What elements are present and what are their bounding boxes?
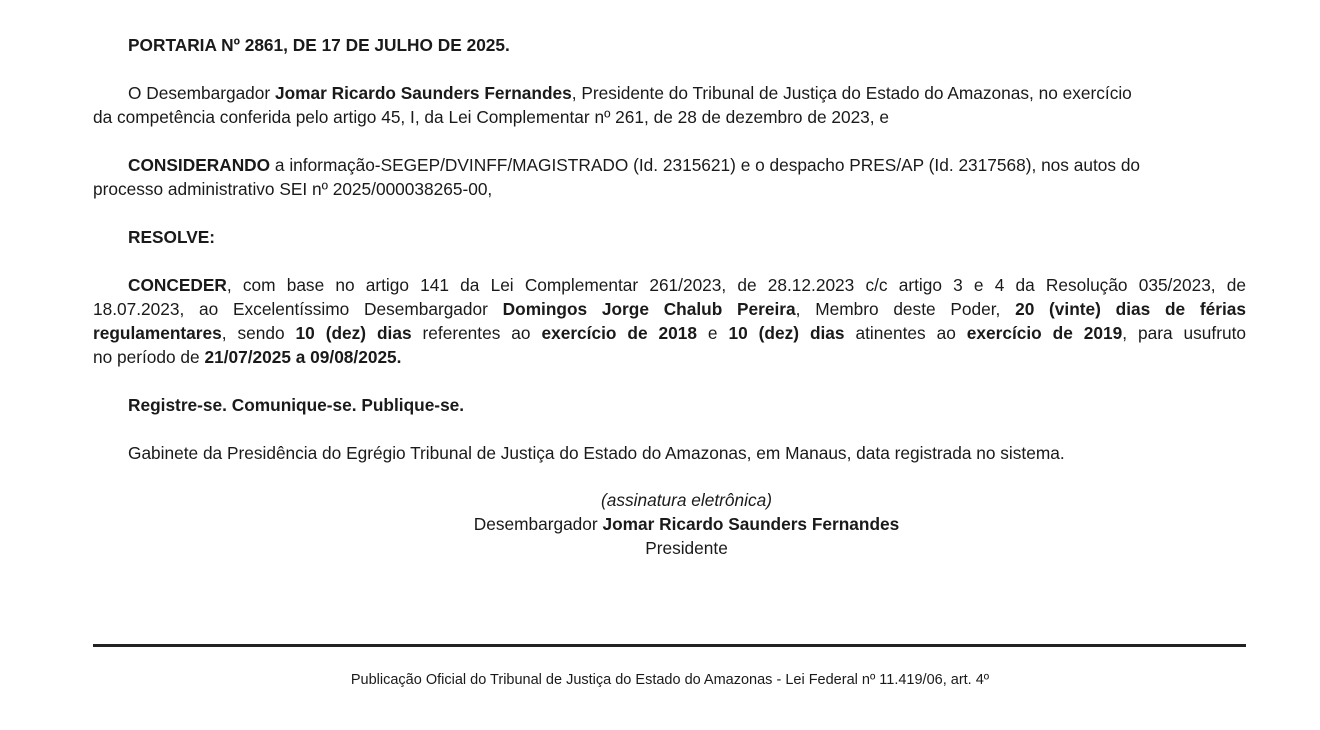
considerando-line-2 xyxy=(93,177,492,201)
considerando-text-2: processo administrativo SEI nº 2025/000038265-00, xyxy=(93,179,493,199)
conceder-text-1: , com base no artigo 141 da Lei Complementar 261/2023, de 28.12.2023 c/c artigo 3 e 4 da Resolução 035/2023, de xyxy=(226,275,1246,295)
conceder-line-3 xyxy=(93,321,1246,345)
conceder-text-2: 18.07.2023, ao Excelentíssimo Desembargador xyxy=(93,299,503,319)
footer xyxy=(0,668,1320,692)
conceder-text-5: referentes ao xyxy=(411,323,542,343)
footer-text: Publicação Oficial do Tribunal de Justiça do Estado do Amazonas - Lei Federal nº 11.419/06, art. 4º xyxy=(350,672,990,688)
beneficiary-name: Domingos Jorge Chalub Pereira xyxy=(502,299,796,319)
preamble-text-1: O Desembargador xyxy=(128,83,275,103)
signature-prefix: Desembargador xyxy=(473,514,603,534)
signature-role-text: Presidente xyxy=(645,538,728,558)
considerando-text-1: a informação-SEGEP/DVINFF/MAGISTRADO (Id. 2315621) e o despacho PRES/AP (Id. 2317568), nos autos do xyxy=(270,155,1141,175)
preamble-text-3: da competência conferida pelo artigo 45, I, da Lei Complementar nº 261, de 28 de dezembro de 2023, e xyxy=(93,107,890,127)
conceder-line-4 xyxy=(93,345,401,369)
signature-name-line xyxy=(0,512,1320,536)
conceder-text-6: e xyxy=(696,323,729,343)
conceder-text-3: , Membro deste Poder, xyxy=(795,299,1016,319)
conceder-text-8: , para usufruto xyxy=(1122,323,1246,343)
preamble-text-2: , Presidente do Tribunal de Justiça do Estado do Amazonas, no exercício xyxy=(571,83,1132,103)
days-first-period: 10 (dez) dias xyxy=(295,323,412,343)
preamble-line-1 xyxy=(128,81,1132,105)
resolve-text: RESOLVE: xyxy=(128,227,216,247)
conceder-line-1 xyxy=(93,273,1246,297)
vacation-days-total: 20 (vinte) dias de férias xyxy=(1015,299,1247,319)
regulamentares-text: regulamentares xyxy=(93,323,222,343)
conceder-keyword: CONCEDER xyxy=(128,275,227,295)
president-name: Jomar Ricardo Saunders Fernandes xyxy=(274,83,572,103)
registre-line xyxy=(128,393,464,417)
conceder-line-2 xyxy=(93,297,1246,321)
signature-note-text: (assinatura eletrônica) xyxy=(601,490,772,510)
registre-text: Registre-se. Comunique-se. Publique-se. xyxy=(128,395,465,415)
considerando-keyword: CONSIDERANDO xyxy=(128,155,271,175)
portaria-title-text: PORTARIA Nº 2861, DE 17 DE JULHO DE 2025. xyxy=(128,35,510,55)
days-second-period: 10 (dez) dias xyxy=(728,323,845,343)
gabinete-text: Gabinete da Presidência do Egrégio Tribunal de Justiça do Estado do Amazonas, em Manaus, data registrada no sistema. xyxy=(128,443,1065,463)
signature-note xyxy=(0,488,1320,512)
conceder-text-9: no período de xyxy=(93,347,205,367)
conceder-text-4: , sendo xyxy=(221,323,296,343)
preamble-line-2 xyxy=(93,105,889,129)
resolve-label xyxy=(128,225,215,249)
footer-divider xyxy=(93,644,1246,647)
portaria-title xyxy=(128,33,510,57)
vacation-period: 21/07/2025 a 09/08/2025. xyxy=(204,347,402,367)
signature-name: Jomar Ricardo Saunders Fernandes xyxy=(602,514,900,534)
gabinete-line xyxy=(128,441,1065,465)
conceder-text-7: atinentes ao xyxy=(844,323,967,343)
considerando-line-1 xyxy=(128,153,1140,177)
exercise-2018: exercício de 2018 xyxy=(541,323,697,343)
signature-role xyxy=(0,536,1320,560)
exercise-2019: exercício de 2019 xyxy=(966,323,1123,343)
